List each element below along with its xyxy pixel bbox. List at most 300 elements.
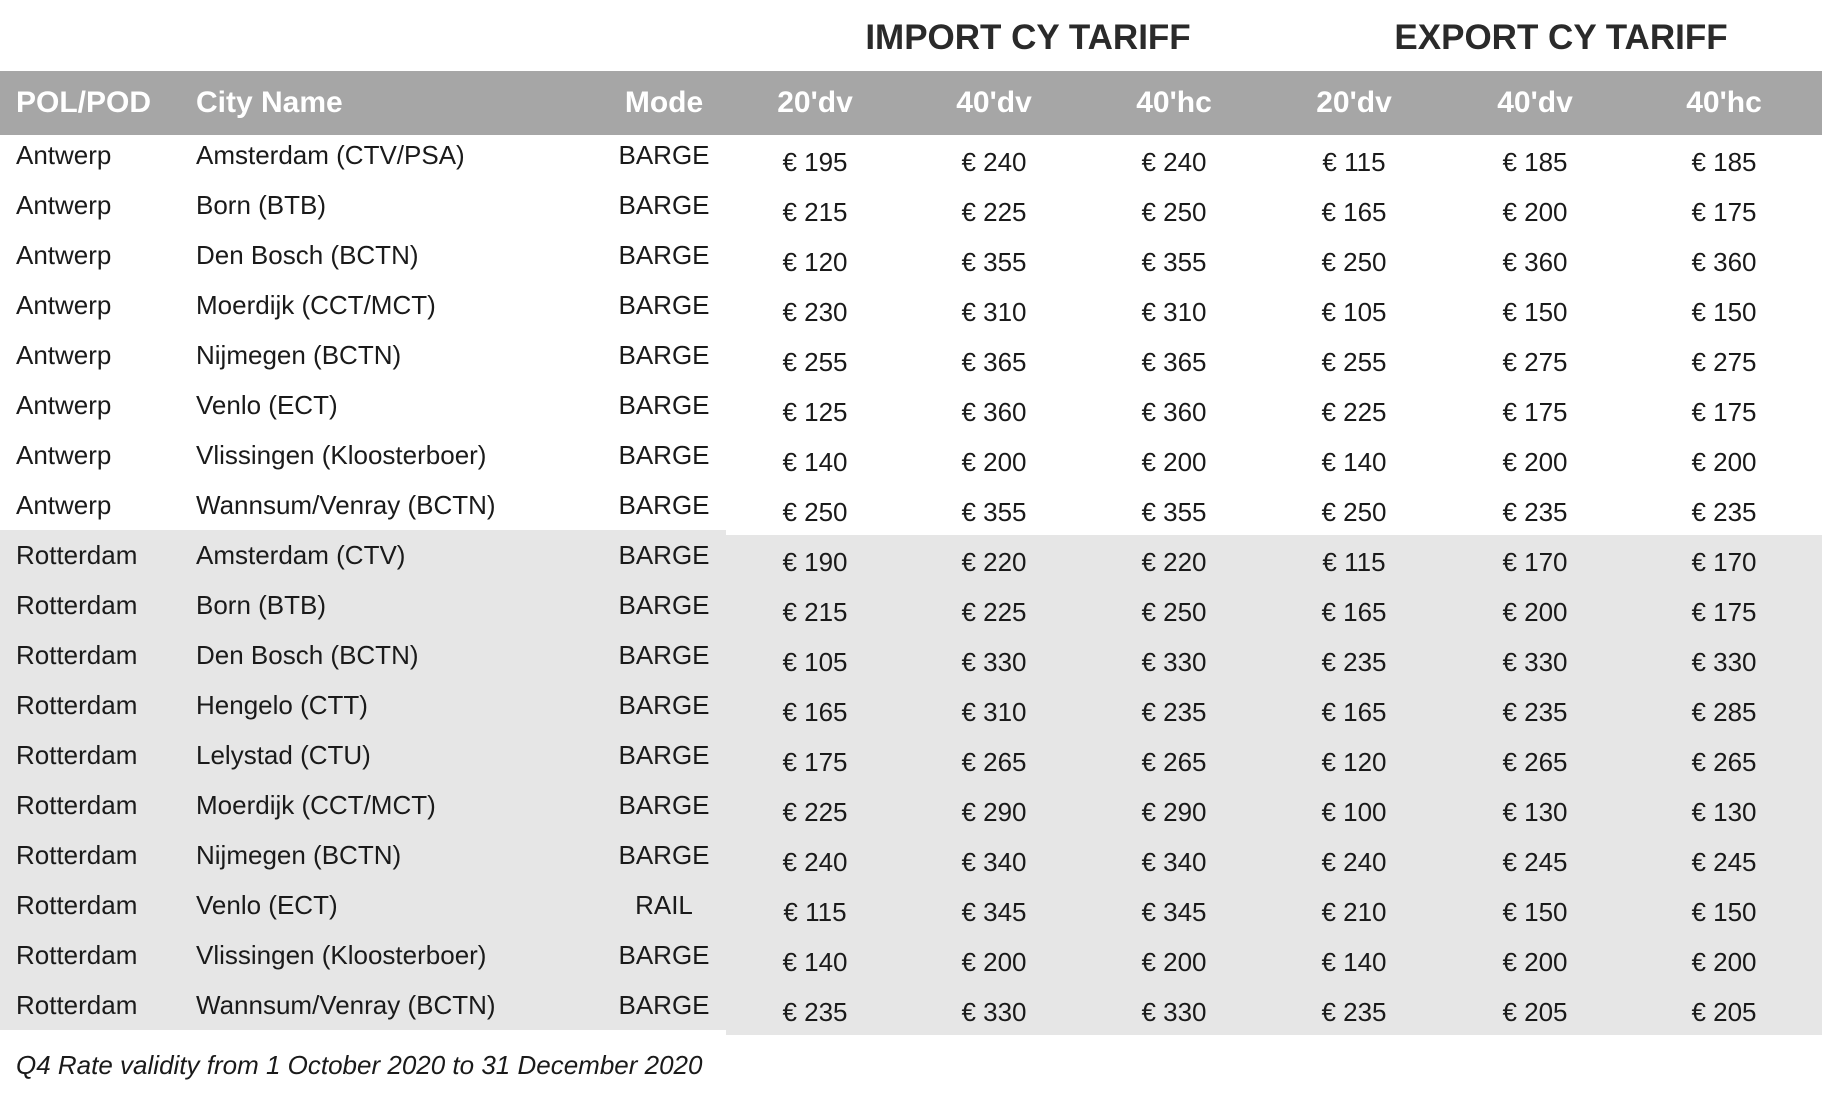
cell-export-20dv [1264, 435, 1444, 485]
cell-import-20dv [726, 685, 904, 735]
cell-pol-pod: Rotterdam [16, 639, 138, 670]
cell-pol-pod: Rotterdam [16, 589, 138, 620]
cell-pol-pod: Rotterdam [16, 789, 138, 820]
column-header-mode: Mode [624, 86, 704, 119]
cell-pol-pod: Antwerp [16, 339, 112, 370]
cell-import-40hc-value: € 365 [1141, 346, 1207, 377]
cell-import-20dv [726, 785, 904, 835]
cell-import-40dv [904, 185, 1084, 235]
cell-import-40dv [904, 585, 1084, 635]
cell-export-40dv-value: € 130 [1502, 796, 1568, 827]
cell-pol-pod: Antwerp [16, 439, 112, 470]
table-row [0, 785, 1822, 835]
cell-city-name: Den Bosch (BCTN) [196, 639, 419, 670]
cell-import-40hc [1084, 885, 1264, 935]
cell-export-40dv-value: € 265 [1502, 746, 1568, 777]
cell-export-40hc [1626, 885, 1822, 935]
cell-mode: BARGE [618, 289, 710, 320]
cell-import-20dv [726, 285, 904, 335]
column-header-import-40dv: 40'dv [956, 86, 1032, 119]
cell-export-40hc [1626, 835, 1822, 885]
cell-export-40hc [1626, 785, 1822, 835]
cell-pol-pod: Rotterdam [16, 539, 138, 570]
cell-city-name: Moerdijk (CCT/MCT) [196, 289, 436, 320]
cell-export-20dv-value: € 240 [1321, 846, 1387, 877]
cell-export-40dv-value: € 200 [1502, 946, 1568, 977]
cell-export-40hc [1626, 985, 1822, 1035]
cell-export-40dv [1444, 785, 1626, 835]
cell-export-40hc [1626, 685, 1822, 735]
cell-export-20dv [1264, 185, 1444, 235]
cell-import-40dv [904, 485, 1084, 535]
cell-export-20dv [1264, 485, 1444, 535]
cell-import-40hc [1084, 985, 1264, 1035]
cell-import-40dv [904, 435, 1084, 485]
cell-pol-pod: Rotterdam [16, 989, 138, 1020]
cell-export-40dv [1444, 635, 1626, 685]
cell-export-20dv [1264, 135, 1444, 185]
cell-city-name: Venlo (ECT) [196, 389, 338, 420]
cell-export-20dv [1264, 635, 1444, 685]
cell-export-40dv-value: € 330 [1502, 646, 1568, 677]
cell-mode: BARGE [618, 939, 710, 970]
cell-export-40dv-value: € 185 [1502, 146, 1568, 177]
cell-export-40hc-value: € 175 [1691, 196, 1757, 227]
cell-export-40dv [1444, 835, 1626, 885]
table-row [0, 885, 1822, 935]
cell-export-40hc-value: € 175 [1691, 396, 1757, 427]
cell-export-40dv-value: € 200 [1502, 196, 1568, 227]
cell-import-40dv-value: € 310 [961, 696, 1027, 727]
cell-export-40dv-value: € 150 [1502, 896, 1568, 927]
cell-export-20dv-value: € 165 [1321, 596, 1387, 627]
column-header-city-name: City Name [196, 86, 343, 119]
cell-export-40hc-value: € 185 [1691, 146, 1757, 177]
cell-import-40dv-value: € 220 [961, 546, 1027, 577]
cell-export-40dv-value: € 275 [1502, 346, 1568, 377]
cell-import-20dv-value: € 140 [782, 946, 848, 977]
cell-import-40hc-value: € 310 [1141, 296, 1207, 327]
cell-export-40dv [1444, 735, 1626, 785]
cell-import-20dv-value: € 250 [782, 496, 848, 527]
cell-export-20dv-value: € 115 [1322, 546, 1386, 577]
cell-import-40dv-value: € 290 [961, 796, 1027, 827]
cell-export-40dv [1444, 385, 1626, 435]
cell-pol-pod: Rotterdam [16, 839, 138, 870]
cell-mode: BARGE [618, 589, 710, 620]
cell-import-40dv-value: € 330 [961, 646, 1027, 677]
cell-export-40dv-value: € 200 [1502, 596, 1568, 627]
cell-import-40dv [904, 685, 1084, 735]
cell-import-40dv [904, 835, 1084, 885]
cell-import-20dv [726, 935, 904, 985]
cell-import-40hc [1084, 385, 1264, 435]
cell-import-40dv [904, 535, 1084, 585]
cell-export-40dv-value: € 245 [1502, 846, 1568, 877]
cell-import-40dv [904, 935, 1084, 985]
cell-export-40hc-value: € 150 [1691, 296, 1757, 327]
cell-export-40dv-value: € 150 [1502, 296, 1568, 327]
cell-import-40hc [1084, 285, 1264, 335]
cell-export-40dv [1444, 285, 1626, 335]
cell-import-20dv-value: € 255 [782, 346, 848, 377]
cell-export-40dv [1444, 935, 1626, 985]
cell-export-40hc-value: € 330 [1691, 646, 1757, 677]
cell-city-name: Moerdijk (CCT/MCT) [196, 789, 436, 820]
cell-export-20dv [1264, 535, 1444, 585]
cell-import-40dv [904, 335, 1084, 385]
cell-import-20dv-value: € 215 [782, 596, 848, 627]
cell-pol-pod: Rotterdam [16, 689, 138, 720]
table-row [0, 835, 1822, 885]
cell-import-20dv [726, 885, 904, 935]
cell-export-40hc-value: € 205 [1691, 996, 1757, 1027]
cell-city-name: Lelystad (CTU) [196, 739, 371, 770]
cell-mode: RAIL [635, 889, 693, 920]
cell-import-40hc-value: € 265 [1141, 746, 1207, 777]
cell-import-40hc [1084, 535, 1264, 585]
cell-pol-pod: Antwerp [16, 139, 112, 170]
cell-import-40hc-value: € 200 [1141, 446, 1207, 477]
cell-import-20dv-value: € 195 [782, 146, 848, 177]
cell-export-40dv-value: € 235 [1502, 496, 1568, 527]
cell-export-40hc [1626, 135, 1822, 185]
cell-mode: BARGE [618, 739, 710, 770]
cell-export-40hc-value: € 200 [1691, 446, 1757, 477]
cell-export-20dv [1264, 685, 1444, 735]
cell-import-20dv [726, 185, 904, 235]
column-header-export-40hc: 40'hc [1686, 86, 1762, 119]
cell-export-40hc [1626, 585, 1822, 635]
cell-export-40hc-value: € 130 [1691, 796, 1757, 827]
cell-export-40dv [1444, 435, 1626, 485]
cell-import-40dv-value: € 310 [961, 296, 1027, 327]
cell-import-40hc [1084, 935, 1264, 985]
cell-import-40hc-value: € 345 [1141, 896, 1207, 927]
cell-export-20dv-value: € 210 [1321, 896, 1387, 927]
cell-export-20dv-value: € 250 [1321, 496, 1387, 527]
cell-import-40dv-value: € 355 [961, 496, 1027, 527]
cell-city-name: Hengelo (CTT) [196, 689, 368, 720]
cell-mode: BARGE [618, 789, 710, 820]
cell-export-20dv [1264, 735, 1444, 785]
cell-export-20dv [1264, 585, 1444, 635]
cell-export-40hc-value: € 235 [1691, 496, 1757, 527]
cell-export-20dv-value: € 115 [1322, 146, 1386, 177]
cell-export-40hc [1626, 335, 1822, 385]
cell-import-20dv-value: € 165 [782, 696, 848, 727]
cell-import-40dv [904, 785, 1084, 835]
cell-export-40hc [1626, 535, 1822, 585]
cell-mode: BARGE [618, 989, 710, 1020]
table-header-row [0, 71, 1822, 135]
cell-export-40hc [1626, 435, 1822, 485]
cell-export-20dv-value: € 140 [1321, 446, 1387, 477]
cell-export-40dv-value: € 175 [1502, 396, 1568, 427]
cell-city-name: Nijmegen (BCTN) [196, 339, 402, 370]
cell-city-name: Wannsum/Venray (BCTN) [196, 489, 496, 520]
cell-export-40dv [1444, 585, 1626, 635]
cell-import-20dv-value: € 240 [782, 846, 848, 877]
cell-import-40dv-value: € 225 [961, 596, 1027, 627]
cell-export-40hc-value: € 245 [1691, 846, 1757, 877]
cell-mode: BARGE [618, 689, 710, 720]
table-row [0, 185, 1822, 235]
cell-import-20dv-value: € 215 [782, 196, 848, 227]
cell-import-20dv [726, 135, 904, 185]
column-header-import-40hc: 40'hc [1136, 86, 1212, 119]
table-row [0, 635, 1822, 685]
cell-export-40dv [1444, 885, 1626, 935]
cell-import-20dv [726, 485, 904, 535]
table-row [0, 135, 1822, 185]
cell-export-40hc [1626, 935, 1822, 985]
table-row [0, 235, 1822, 285]
cell-export-40hc-value: € 175 [1691, 596, 1757, 627]
cell-export-20dv-value: € 140 [1321, 946, 1387, 977]
cell-import-20dv-value: € 140 [782, 446, 848, 477]
cell-export-20dv [1264, 835, 1444, 885]
cell-export-20dv [1264, 785, 1444, 835]
cell-export-40hc [1626, 485, 1822, 535]
cell-import-40hc [1084, 785, 1264, 835]
cell-import-40dv-value: € 330 [961, 996, 1027, 1027]
cell-mode: BARGE [618, 539, 710, 570]
cell-pol-pod: Antwerp [16, 389, 112, 420]
cell-export-20dv-value: € 120 [1321, 746, 1387, 777]
cell-import-40dv [904, 635, 1084, 685]
cell-import-20dv-value: € 190 [782, 546, 848, 577]
cell-import-40hc-value: € 355 [1141, 246, 1207, 277]
cell-import-40hc-value: € 200 [1141, 946, 1207, 977]
cell-import-40hc [1084, 585, 1264, 635]
group-titles [0, 8, 1822, 68]
cell-export-40hc-value: € 265 [1691, 746, 1757, 777]
cell-import-20dv-value: € 115 [783, 896, 847, 927]
cell-mode: BARGE [618, 239, 710, 270]
cell-mode: BARGE [618, 639, 710, 670]
cell-import-20dv [726, 435, 904, 485]
cell-import-20dv [726, 635, 904, 685]
cell-import-40dv-value: € 355 [961, 246, 1027, 277]
cell-export-40dv [1444, 685, 1626, 735]
cell-import-40hc [1084, 485, 1264, 535]
cell-import-40dv-value: € 225 [961, 196, 1027, 227]
cell-import-40hc-value: € 220 [1141, 546, 1207, 577]
cell-import-20dv-value: € 175 [782, 746, 848, 777]
cell-import-40hc-value: € 330 [1141, 996, 1207, 1027]
cell-export-40dv [1444, 235, 1626, 285]
cell-export-20dv [1264, 885, 1444, 935]
cell-import-40dv [904, 135, 1084, 185]
cell-import-40hc-value: € 360 [1141, 396, 1207, 427]
cell-mode: BARGE [618, 139, 710, 170]
cell-export-40dv [1444, 535, 1626, 585]
cell-mode: BARGE [618, 339, 710, 370]
cell-export-20dv [1264, 335, 1444, 385]
cell-import-40dv-value: € 265 [961, 746, 1027, 777]
cell-export-40dv [1444, 135, 1626, 185]
cell-import-40dv-value: € 340 [961, 846, 1027, 877]
cell-import-40dv-value: € 360 [961, 396, 1027, 427]
cell-export-40dv-value: € 360 [1502, 246, 1568, 277]
cell-city-name: Venlo (ECT) [196, 889, 338, 920]
cell-city-name: Nijmegen (BCTN) [196, 839, 402, 870]
import-tariff-title: IMPORT CY TARIFF [865, 18, 1191, 57]
cell-export-20dv [1264, 235, 1444, 285]
cell-export-40hc [1626, 285, 1822, 335]
cell-import-40dv [904, 285, 1084, 335]
cell-mode: BARGE [618, 839, 710, 870]
cell-import-40hc-value: € 235 [1141, 696, 1207, 727]
cell-export-20dv-value: € 225 [1321, 396, 1387, 427]
cell-pol-pod: Antwerp [16, 289, 112, 320]
cell-import-40hc [1084, 635, 1264, 685]
cell-city-name: Vlissingen (Kloosterboer) [196, 439, 487, 470]
cell-export-40hc-value: € 360 [1691, 246, 1757, 277]
table-row [0, 535, 1822, 585]
cell-export-40hc-value: € 150 [1691, 896, 1757, 927]
cell-import-20dv-value: € 235 [782, 996, 848, 1027]
cell-city-name: Amsterdam (CTV/PSA) [196, 139, 465, 170]
cell-import-20dv [726, 235, 904, 285]
cell-import-20dv-value: € 105 [782, 646, 848, 677]
table-row [0, 585, 1822, 635]
column-header-export-40dv: 40'dv [1497, 86, 1573, 119]
cell-pol-pod: Antwerp [16, 489, 112, 520]
cell-export-20dv-value: € 105 [1321, 296, 1387, 327]
cell-export-40dv-value: € 170 [1502, 546, 1568, 577]
table-row [0, 285, 1822, 335]
cell-pol-pod: Antwerp [16, 239, 112, 270]
cell-export-40hc [1626, 235, 1822, 285]
cell-import-40dv-value: € 200 [961, 446, 1027, 477]
cell-import-40hc [1084, 235, 1264, 285]
cell-import-40hc-value: € 250 [1141, 596, 1207, 627]
cell-export-20dv-value: € 100 [1321, 796, 1387, 827]
cell-import-20dv [726, 385, 904, 435]
cell-export-40dv-value: € 205 [1502, 996, 1568, 1027]
cell-export-20dv [1264, 935, 1444, 985]
cell-import-40dv [904, 385, 1084, 435]
rate-validity-note: Q4 Rate validity from 1 October 2020 to 31 December 2020 [16, 1050, 703, 1080]
cell-export-40dv [1444, 985, 1626, 1035]
cell-export-40dv [1444, 485, 1626, 535]
cell-import-40dv [904, 985, 1084, 1035]
cell-export-40hc-value: € 170 [1691, 546, 1757, 577]
cell-import-20dv [726, 535, 904, 585]
cell-import-40dv-value: € 200 [961, 946, 1027, 977]
cell-import-40hc [1084, 135, 1264, 185]
cell-city-name: Wannsum/Venray (BCTN) [196, 989, 496, 1020]
cell-mode: BARGE [618, 189, 710, 220]
cell-export-40dv-value: € 235 [1502, 696, 1568, 727]
cell-export-40hc [1626, 185, 1822, 235]
table-row [0, 985, 1822, 1035]
cell-import-20dv-value: € 125 [782, 396, 848, 427]
cell-import-40hc [1084, 335, 1264, 385]
cell-import-20dv-value: € 230 [782, 296, 848, 327]
table-row [0, 685, 1822, 735]
cell-export-20dv-value: € 235 [1321, 646, 1387, 677]
cell-import-40hc [1084, 835, 1264, 885]
cell-export-40hc [1626, 735, 1822, 785]
column-header-import-20dv: 20'dv [777, 86, 853, 119]
cell-import-20dv [726, 835, 904, 885]
cell-import-40hc [1084, 735, 1264, 785]
cell-import-40dv-value: € 365 [961, 346, 1027, 377]
cell-mode: BARGE [618, 439, 710, 470]
cell-import-20dv [726, 585, 904, 635]
table-row [0, 485, 1822, 535]
cell-import-40hc-value: € 340 [1141, 846, 1207, 877]
table-row [0, 435, 1822, 485]
cell-city-name: Amsterdam (CTV) [196, 539, 406, 570]
cell-export-40dv [1444, 335, 1626, 385]
cell-export-40hc [1626, 385, 1822, 435]
cell-import-40hc-value: € 240 [1141, 146, 1207, 177]
cell-pol-pod: Antwerp [16, 189, 112, 220]
cell-export-20dv-value: € 255 [1321, 346, 1387, 377]
table-row [0, 335, 1822, 385]
cell-import-40hc [1084, 185, 1264, 235]
cell-import-40hc [1084, 435, 1264, 485]
cell-export-20dv-value: € 165 [1321, 696, 1387, 727]
cell-import-40dv-value: € 240 [961, 146, 1027, 177]
cell-city-name: Den Bosch (BCTN) [196, 239, 419, 270]
cell-mode: BARGE [618, 489, 710, 520]
cell-pol-pod: Rotterdam [16, 939, 138, 970]
cell-import-40hc-value: € 355 [1141, 496, 1207, 527]
cell-city-name: Vlissingen (Kloosterboer) [196, 939, 487, 970]
cell-export-40hc-value: € 200 [1691, 946, 1757, 977]
table-row [0, 935, 1822, 985]
tariff-table-body [0, 135, 1822, 1035]
cell-import-40dv [904, 735, 1084, 785]
export-tariff-title: EXPORT CY TARIFF [1394, 18, 1728, 57]
cell-export-40hc-value: € 285 [1691, 696, 1757, 727]
table-row [0, 385, 1822, 435]
cell-import-20dv [726, 735, 904, 785]
cell-export-40dv-value: € 200 [1502, 446, 1568, 477]
cell-export-20dv-value: € 235 [1321, 996, 1387, 1027]
cell-import-40hc-value: € 250 [1141, 196, 1207, 227]
cell-import-20dv [726, 335, 904, 385]
cell-import-20dv-value: € 225 [782, 796, 848, 827]
column-header-export-20dv: 20'dv [1316, 86, 1392, 119]
cell-city-name: Born (BTB) [196, 589, 327, 620]
cell-import-40hc [1084, 685, 1264, 735]
cell-import-20dv-value: € 120 [782, 246, 848, 277]
cell-import-40hc-value: € 290 [1141, 796, 1207, 827]
cell-export-40hc [1626, 635, 1822, 685]
cell-city-name: Born (BTB) [196, 189, 327, 220]
cell-export-20dv-value: € 165 [1321, 196, 1387, 227]
cell-import-40dv [904, 235, 1084, 285]
table-row [0, 735, 1822, 785]
cell-export-20dv-value: € 250 [1321, 246, 1387, 277]
cell-export-40hc-value: € 275 [1691, 346, 1757, 377]
cell-export-20dv [1264, 285, 1444, 335]
cell-import-40dv-value: € 345 [961, 896, 1027, 927]
cell-export-20dv [1264, 985, 1444, 1035]
cell-pol-pod: Rotterdam [16, 739, 138, 770]
cell-import-20dv [726, 985, 904, 1035]
cell-import-40dv [904, 885, 1084, 935]
cell-export-20dv [1264, 385, 1444, 435]
tariff-table [0, 71, 1822, 1035]
cell-pol-pod: Rotterdam [16, 889, 138, 920]
